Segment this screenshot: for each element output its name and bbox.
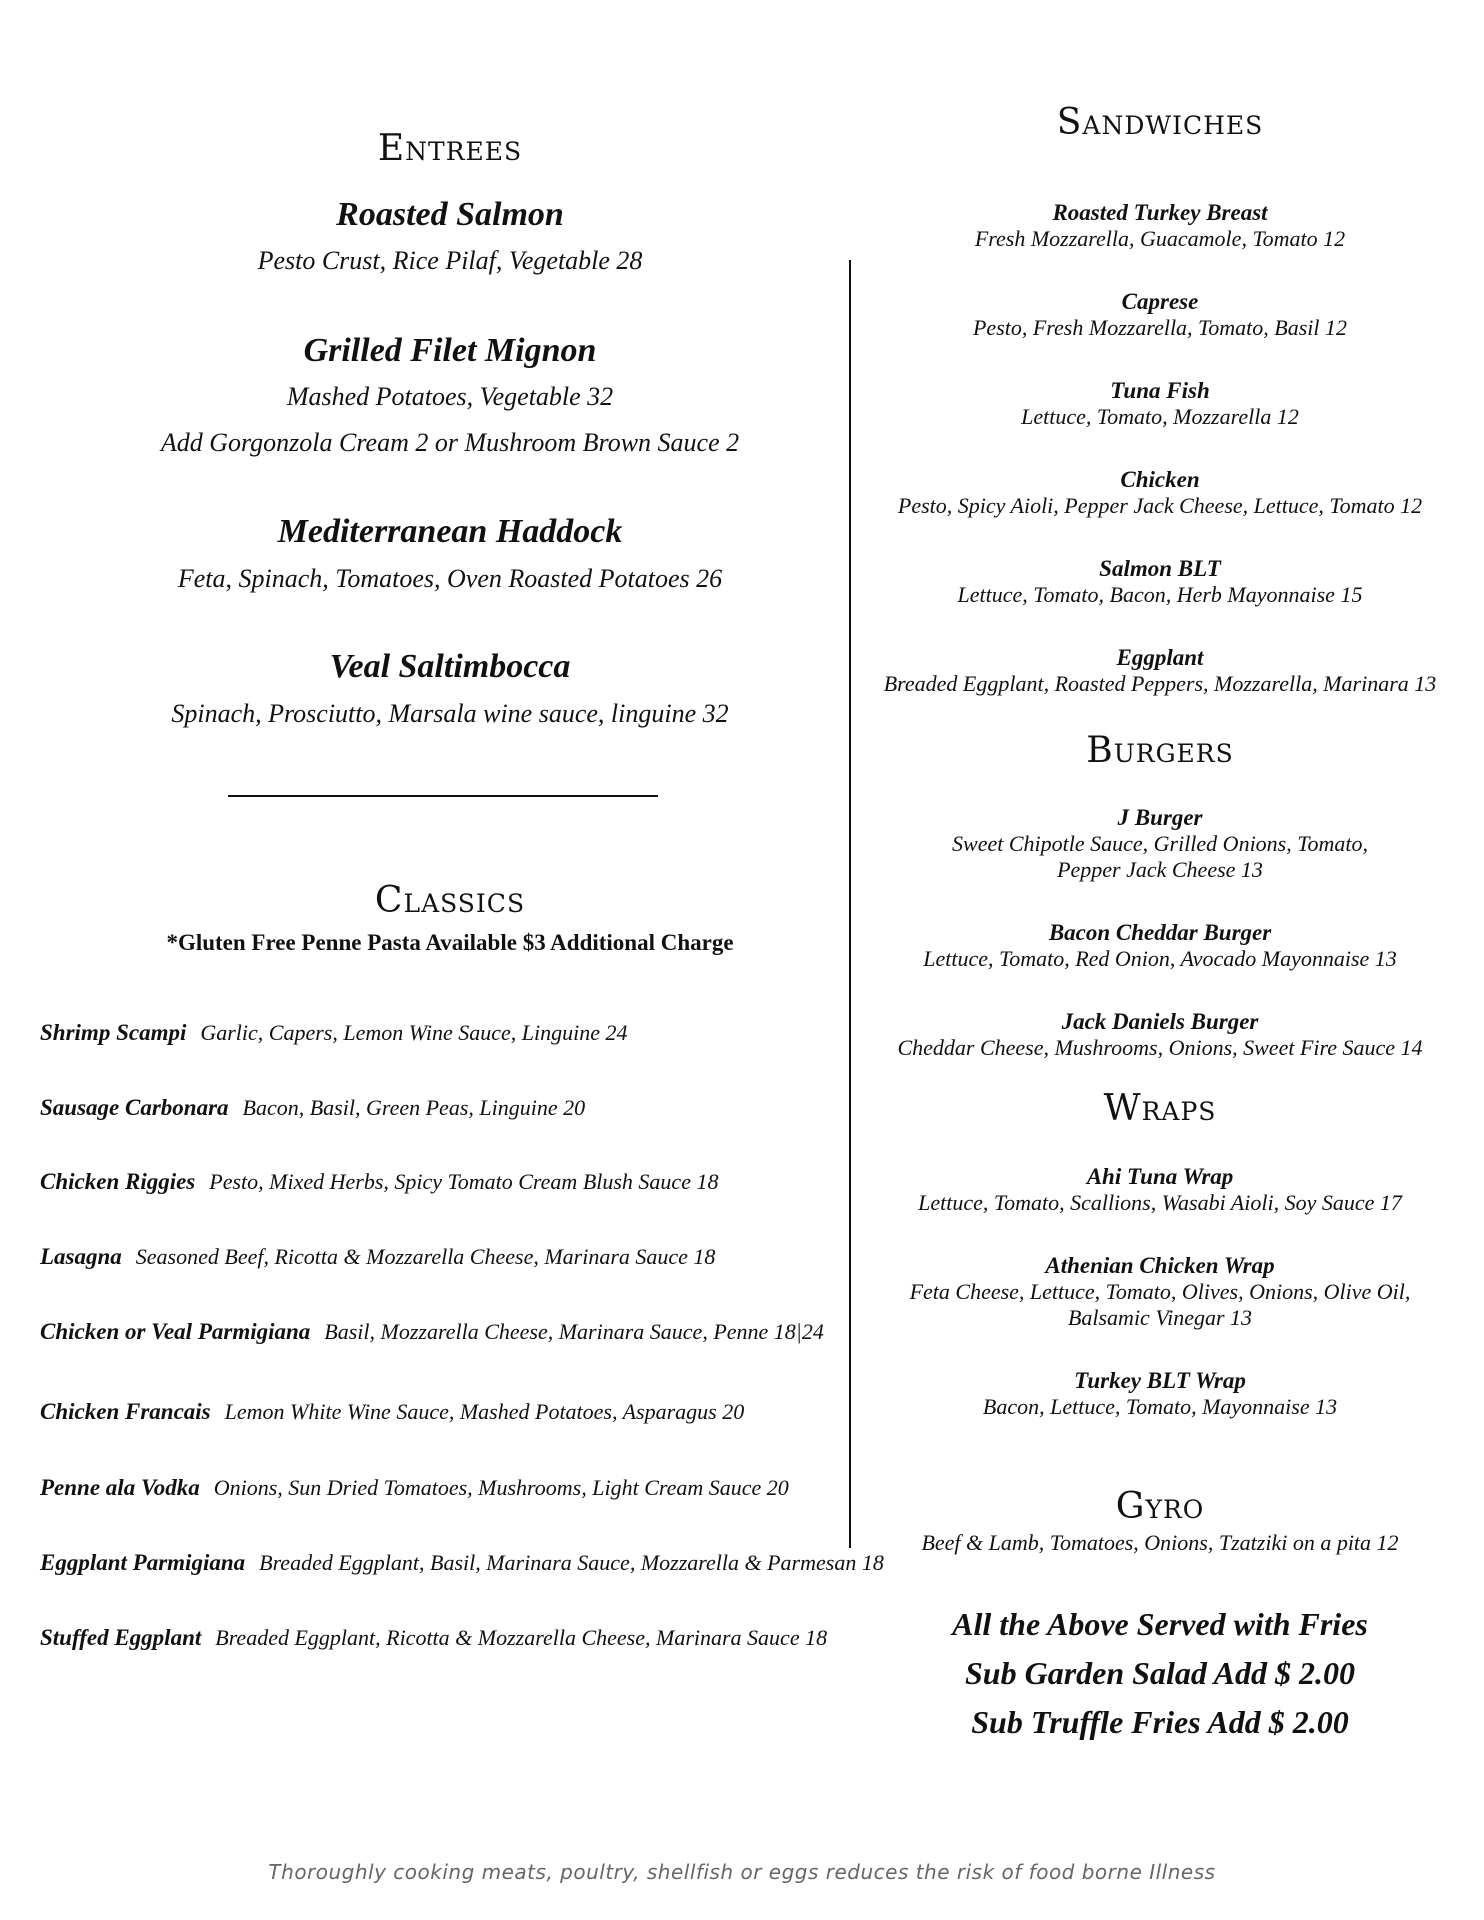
sandwich-item [880,645,1440,697]
wrap-name: Turkey BLT Wrap [1074,1368,1246,1393]
burger-desc: Lettuce, Tomato, Red Onion, Avocado Mayonnaise 13 [923,946,1397,971]
classic-name: Sausage Carbonara [40,1095,229,1120]
classic-item [40,1475,870,1501]
burger-desc: Sweet Chipotle Sauce, Grilled Onions, Tomato, [952,831,1368,856]
classic-name: Chicken Francais [40,1399,211,1424]
wrap-item [880,1164,1440,1216]
wrap-name: Athenian Chicken Wrap [1045,1253,1275,1278]
classic-item [40,1319,870,1345]
classic-item [40,1625,870,1651]
wrap-desc-cont: Balsamic Vinegar 13 [1067,1305,1253,1330]
sandwich-desc: Fresh Mozzarella, Guacamole, Tomato 12 [974,226,1346,251]
entree-desc: Spinach, Prosciutto, Marsala wine sauce, linguine 32 [171,699,729,728]
burger-desc-cont: Pepper Jack Cheese 13 [1057,857,1263,882]
classic-name: Shrimp Scampi [40,1020,187,1045]
sandwich-name: Caprese [1121,289,1199,314]
classics-title: Classics [374,880,526,921]
sandwich-desc: Lettuce, Tomato, Mozzarella 12 [1021,404,1299,429]
classic-desc: Lemon White Wine Sauce, Mashed Potatoes, Asparagus 20 [224,1399,745,1424]
classic-name: Chicken Riggies [40,1169,196,1194]
classic-desc: Garlic, Capers, Lemon Wine Sauce, Linguine 24 [200,1020,628,1045]
food-safety-disclaimer: Thoroughly cooking meats, poultry, shellfish or eggs reduces the risk of food borne Illness [268,1860,1216,1884]
sandwich-desc: Pesto, Fresh Mozzarella, Tomato, Basil 12 [972,315,1347,340]
sandwich-name: Chicken [1120,467,1200,492]
wrap-name: Ahi Tuna Wrap [1086,1164,1234,1189]
burger-name: Jack Daniels Burger [1061,1009,1259,1034]
sandwich-desc: Breaded Eggplant, Roasted Peppers, Mozzarella, Marinara 13 [883,671,1437,696]
wrap-desc: Bacon, Lettuce, Tomato, Mayonnaise 13 [982,1394,1338,1419]
sandwich-desc: Pesto, Spicy Aioli, Pepper Jack Cheese, Lettuce, Tomato 12 [897,493,1423,518]
classic-desc: Seasoned Beef, Ricotta & Mozzarella Cheese, Marinara Sauce 18 [135,1244,716,1269]
classic-name: Lasagna [40,1244,122,1269]
classic-desc: Onions, Sun Dried Tomatoes, Mushrooms, Light Cream Sauce 20 [213,1475,789,1500]
classic-name: Chicken or Veal Parmigiana [40,1319,311,1344]
entree-name: Roasted Salmon [336,196,564,233]
sandwich-name: Eggplant [1116,645,1204,670]
served-with-note [880,1600,1440,1747]
served-line-1: All the Above Served with Fries [952,1606,1368,1642]
sandwich-name: Salmon BLT [1099,556,1221,581]
classic-desc: Basil, Mozzarella Cheese, Marinara Sauce, Penne 18|24 [324,1319,824,1344]
wrap-desc: Lettuce, Tomato, Scallions, Wasabi Aioli, Soy Sauce 17 [918,1190,1402,1215]
classic-name: Stuffed Eggplant [40,1625,202,1650]
gyro-title: Gyro [1115,1486,1205,1527]
entree-name: Grilled Filet Mignon [303,332,597,369]
burger-name: J Burger [1117,805,1203,830]
burger-item [880,805,1440,883]
classic-desc: Pesto, Mixed Herbs, Spicy Tomato Cream Blush Sauce 18 [209,1169,719,1194]
burgers-title: Burgers [1086,730,1234,771]
classic-desc: Breaded Eggplant, Ricotta & Mozzarella Cheese, Marinara Sauce 18 [215,1625,828,1650]
burger-item [880,920,1440,972]
sandwich-desc: Lettuce, Tomato, Bacon, Herb Mayonnaise 15 [957,582,1363,607]
sandwich-item [880,467,1440,519]
section-divider [228,795,658,797]
classic-name: Penne ala Vodka [40,1475,200,1500]
sandwich-item [880,556,1440,608]
classic-item [40,1244,870,1270]
classic-item [40,1095,870,1121]
wrap-item [880,1253,1440,1331]
served-line-2: Sub Garden Salad Add $ 2.00 [965,1655,1355,1691]
sandwich-name: Roasted Turkey Breast [1052,200,1268,225]
entree-desc: Pesto Crust, Rice Pilaf, Vegetable 28 [257,246,643,275]
entree-addon: Add Gorgonzola Cream 2 or Mushroom Brown Sauce 2 [160,428,740,457]
entree-name: Mediterranean Haddock [277,513,623,550]
burger-item [880,1009,1440,1061]
entree-name: Veal Saltimbocca [329,648,571,685]
gyro-desc: Beef & Lamb, Tomatoes, Onions, Tzatziki on a pita 12 [921,1530,1399,1555]
burger-name: Bacon Cheddar Burger [1048,920,1272,945]
sandwich-item [880,378,1440,430]
entrees-title: Entrees [377,128,523,169]
gluten-free-note: *Gluten Free Penne Pasta Available $3 Additional Charge [166,930,734,955]
classic-name: Eggplant Parmigiana [40,1550,246,1575]
classic-item [40,1550,884,1576]
sandwiches-title: Sandwiches [1056,102,1264,143]
burger-desc: Cheddar Cheese, Mushrooms, Onions, Sweet Fire Sauce 14 [897,1035,1423,1060]
wrap-item [880,1368,1440,1420]
classic-desc: Breaded Eggplant, Basil, Marinara Sauce, Mozzarella & Parmesan 18 [259,1550,884,1575]
entree-desc: Mashed Potatoes, Vegetable 32 [286,382,614,411]
classic-desc: Bacon, Basil, Green Peas, Linguine 20 [242,1095,586,1120]
classic-item [40,1399,870,1425]
entree-desc: Feta, Spinach, Tomatoes, Oven Roasted Potatoes 26 [177,564,723,593]
wrap-desc: Feta Cheese, Lettuce, Tomato, Olives, Onions, Olive Oil, [909,1279,1411,1304]
sandwich-item [880,200,1440,252]
served-line-3: Sub Truffle Fries Add $ 2.00 [971,1704,1349,1740]
sandwich-name: Tuna Fish [1110,378,1210,403]
classic-item [40,1169,870,1195]
wraps-title: Wraps [1103,1088,1217,1129]
classic-item [40,1020,870,1046]
sandwich-item [880,289,1440,341]
